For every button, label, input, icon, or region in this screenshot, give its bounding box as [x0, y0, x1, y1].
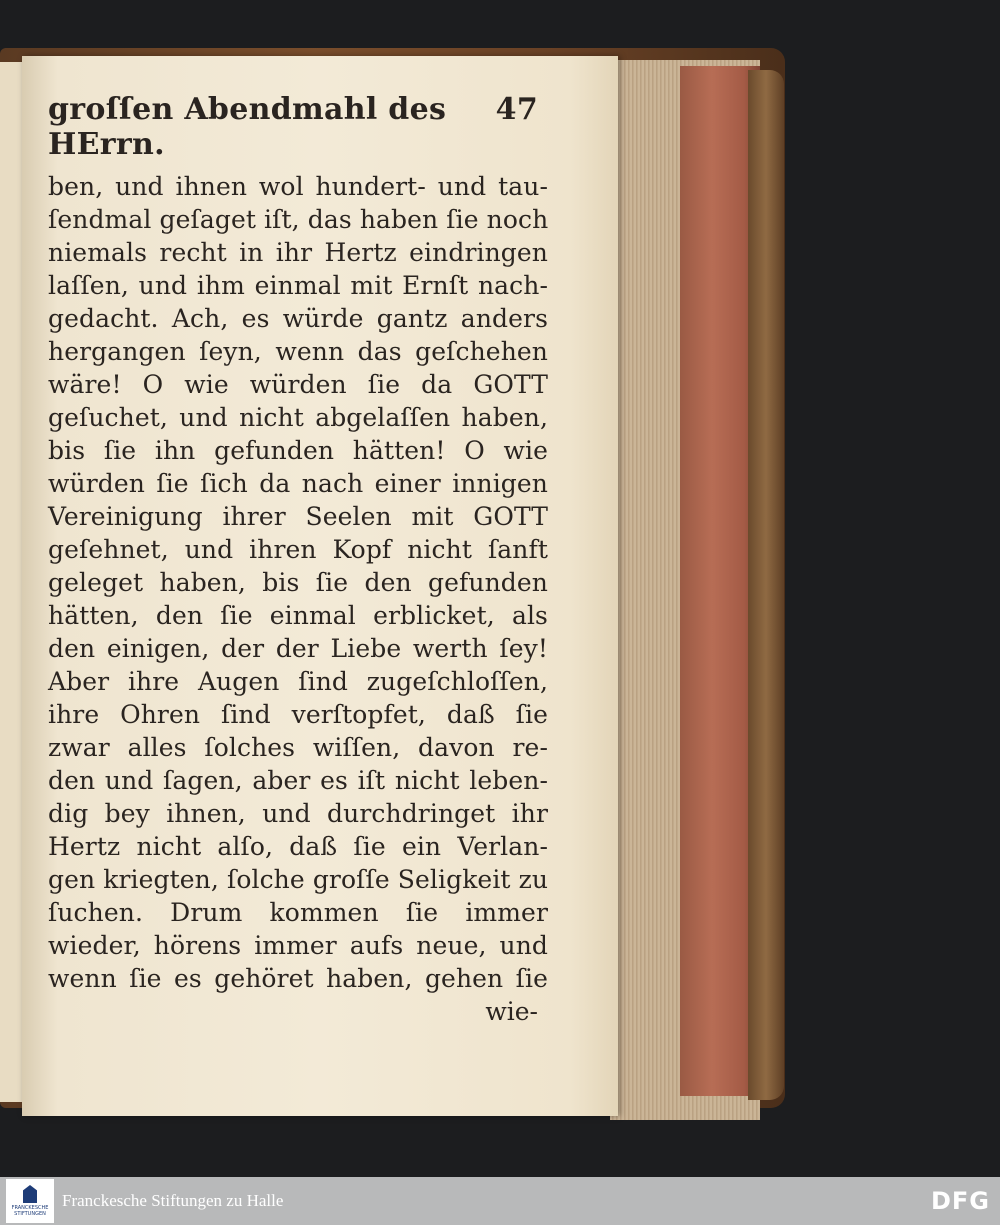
- text-line: zwar alles ſolches wiſſen, davon re-: [48, 733, 548, 762]
- text-line: hätten, den ſie einmal erblicket, als: [48, 601, 548, 630]
- text-line: bis ſie ihn gefunden hätten! O wie: [48, 436, 548, 465]
- text-line: ihre Ohren ſind verſtopfet, daß ſie: [48, 700, 548, 729]
- footer-bar: [0, 1177, 1000, 1225]
- page-text: [48, 92, 548, 1028]
- cover-edge: [748, 70, 784, 1100]
- text-line: geſehnet, und ihren Kopf nicht ſanft: [48, 535, 548, 564]
- text-line: geſuchet, und nicht abgelaſſen haben,: [48, 403, 548, 432]
- text-line: wenn ſie es gehöret haben, gehen ſie: [48, 964, 548, 993]
- running-head: groſſen Abendmahl des HErrn.: [48, 92, 447, 162]
- text-line: gedacht. Ach, es würde gantz anders: [48, 304, 548, 333]
- text-line: wäre! O wie würden ſie da GOTT: [48, 370, 548, 399]
- text-line: gen kriegten, ſolche groſſe Seligkeit zu: [48, 865, 549, 894]
- page-header: [48, 92, 538, 162]
- text-line: ben, und ihnen wol hundert- und tau-: [48, 172, 548, 201]
- text-line: niemals recht in ihr Hertz eindringen: [48, 238, 548, 267]
- text-line: wieder, hörens immer aufs neue, und: [48, 931, 548, 960]
- logo-text: FRANCKESCHE STIFTUNGEN: [11, 1205, 49, 1217]
- catchword: wie-: [485, 997, 538, 1026]
- text-line: laſſen, und ihm einmal mit Ernſt nach-: [48, 271, 548, 300]
- text-line: den einigen, der der Liebe werth ſey!: [48, 634, 548, 663]
- page-number: 47: [495, 92, 538, 127]
- building-icon: [23, 1185, 37, 1203]
- text-line: den und ſagen, aber es iſt nicht leben-: [48, 766, 548, 795]
- text-line: Vereinigung ihrer Seelen mit GOTT: [48, 502, 548, 531]
- text-line: würden ſie ſich da nach einer innigen: [48, 469, 548, 498]
- text-line: geleget haben, bis ſie den gefunden: [48, 568, 548, 597]
- text-line: hergangen ſeyn, wenn das geſchehen: [48, 337, 548, 366]
- text-line: Aber ihre Augen ſind zugeſchloſſen,: [48, 667, 548, 696]
- text-line: dig bey ihnen, und durchdringet ihr: [48, 799, 548, 828]
- text-line: ſendmal geſaget iſt, das haben ſie noch: [48, 205, 549, 234]
- dfg-logo[interactable]: DFG: [930, 1187, 990, 1215]
- institution-logo[interactable]: [6, 1179, 54, 1223]
- text-line: ſuchen. Drum kommen ſie immer: [48, 898, 548, 927]
- text-block: [48, 170, 548, 995]
- institution-name[interactable]: Franckesche Stiftungen zu Halle: [62, 1191, 284, 1210]
- text-line: Hertz nicht alſo, daß ſie ein Verlan-: [48, 832, 548, 861]
